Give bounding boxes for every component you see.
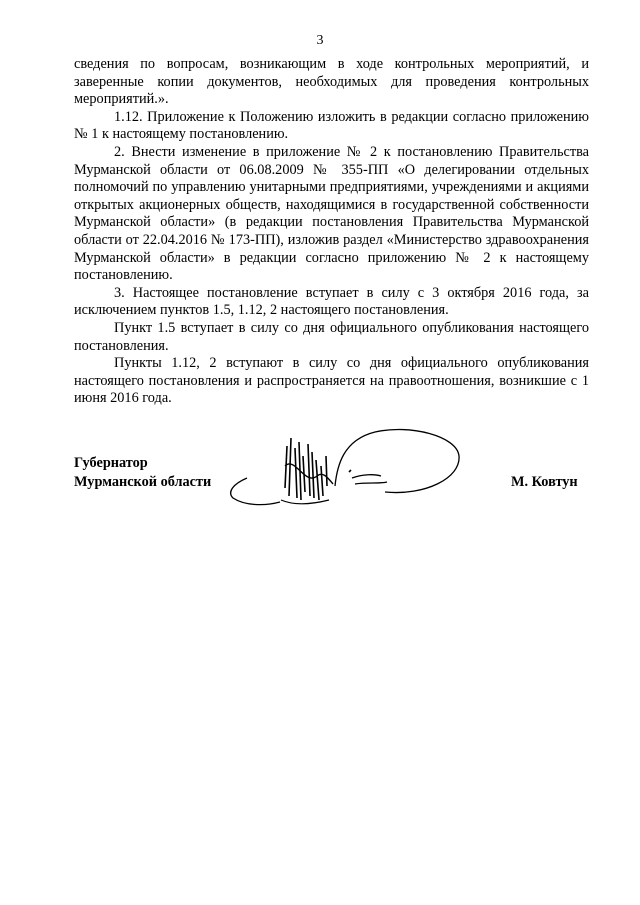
signatory-name: М. Ковтун: [511, 474, 578, 490]
signatory-title-line2: Мурманской области: [74, 474, 212, 490]
handwritten-signature: [225, 426, 465, 516]
page-number: 3: [316, 33, 324, 48]
paragraph-continuation: сведения по вопросам, возникающим в ходе контрольных мероприятий, и заверенные копии документов, необходимых для проведения контрольных мероприятий.».: [74, 56, 589, 108]
document-body: [74, 56, 589, 408]
signatory-title: [74, 454, 211, 492]
paragraph-points-1-12-2: Пункты 1.12, 2 вступают в силу со дня официального опубликования настоящего постановления и распространяется на правоотношения, возникшие с 1 июня 2016 года.: [74, 355, 589, 407]
signatory-title-line1: Губернатор: [74, 455, 148, 471]
paragraph-point-1-5: Пункт 1.5 вступает в силу со дня официального опубликования настоящего постановления.: [74, 319, 589, 354]
paragraph-3: 3. Настоящее постановление вступает в силу с 3 октября 2016 года, за исключением пунктов 1.5, 1.12, 2 настоящего постановления.: [74, 284, 589, 319]
paragraph-2: 2. Внести изменение в приложение № 2 к постановлению Правительства Мурманской области от 06.08.2009 № 355-ПП «О делегировании отдельных полномочий по управлению унитарными предприятиями, учреждениями и акциями открытых акционерных обществ, находящимися в государственной собственности Мурманской области» (в редакции постановления Правительства Мурманской области от 22.04.2016 № 173-ПП), изложив раздел «Министерство здравоохранения Мурманской области» в редакции согласно приложению № 2 к настоящему постановлению.: [74, 143, 589, 284]
paragraph-1-12: 1.12. Приложение к Положению изложить в редакции согласно приложению № 1 к настоящему постановлению.: [74, 108, 589, 143]
